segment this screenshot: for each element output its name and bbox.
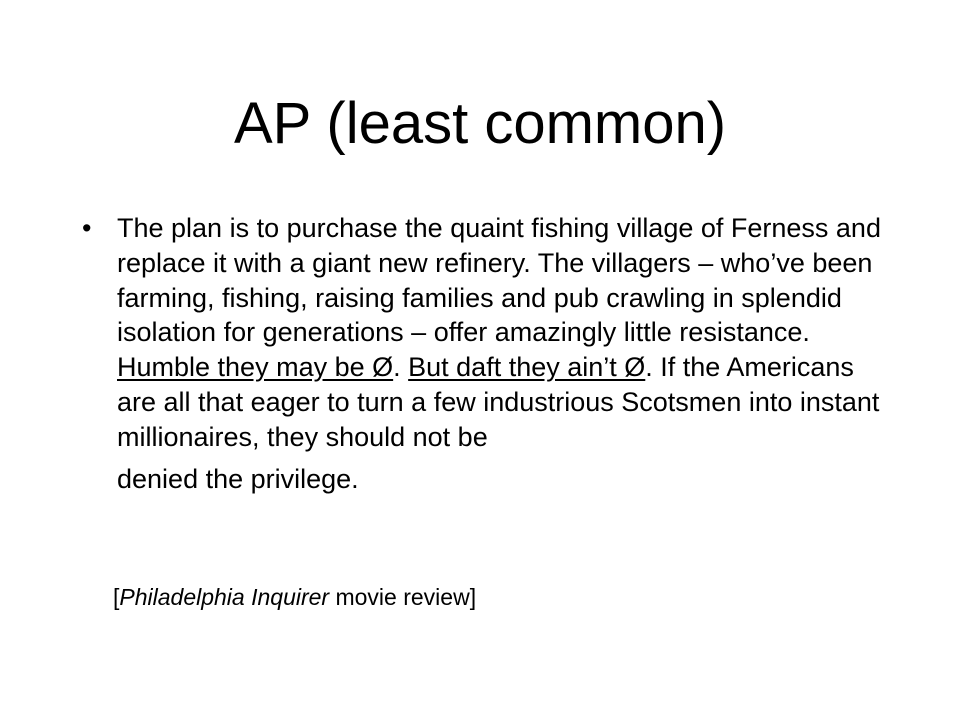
paragraph-text-part1: The plan is to purchase the quaint fishing village of Ferness and replace it with a giant new refinery. The villagers – who’ve been farming, fishing, raising families and pub crawling in splendid isolation for generations – offer amazingly little resistance. (117, 213, 881, 348)
citation (113, 582, 476, 612)
underlined-phrase-humble: Humble they may be Ø (117, 352, 394, 383)
citation-rest: movie review] (329, 584, 477, 610)
paragraph-last-line: denied the privilege. (117, 463, 359, 494)
bullet-marker: • (82, 213, 92, 243)
paragraph-separator: . (393, 352, 409, 383)
slide-title: AP (least common) (233, 91, 727, 156)
paragraph-text-part2: . If the Americans are all that eager to turn a few industrious Scotsmen into instant millionaires, they should not be (117, 352, 880, 452)
citation-open-bracket: [ (113, 584, 120, 610)
citation-source: Philadelphia Inquirer (119, 584, 330, 610)
slide-body (82, 211, 892, 496)
underlined-phrase-daft: But daft they ain’t Ø (408, 352, 646, 383)
bullet-paragraph (82, 211, 892, 496)
